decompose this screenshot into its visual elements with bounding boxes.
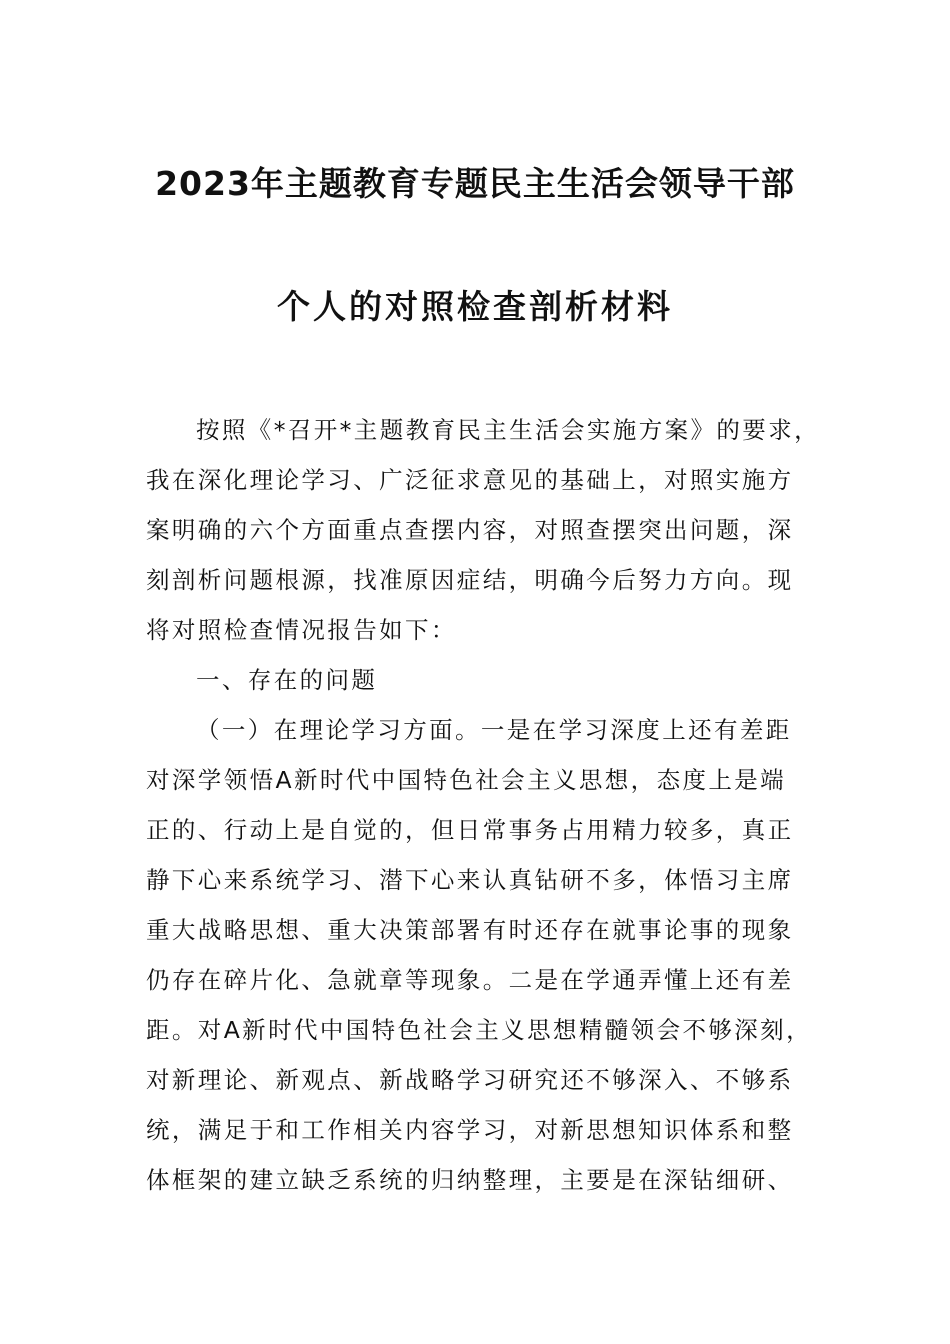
- body-paragraph-line: 对新理论、新观点、新战略学习研究还不够深入、不够系: [146, 1066, 794, 1094]
- body-paragraph-line: 统，满足于和工作相关内容学习，对新思想知识体系和整: [146, 1116, 794, 1144]
- body-paragraph-line: 我在深化理论学习、广泛征求意见的基础上，对照实施方: [146, 466, 794, 494]
- document-title-line-1: 2023年主题教育专题民主生活会领导干部: [155, 164, 795, 203]
- document-title-line-2: 个人的对照检查剖析材料: [277, 287, 673, 326]
- body-paragraph-line: 按照《*召开*主题教育民主生活会实施方案》的要求，: [196, 416, 820, 444]
- body-paragraph-line: 刻剖析问题根源，找准原因症结，明确今后努力方向。现: [146, 566, 794, 594]
- body-paragraph-line: 将对照检查情况报告如下：: [146, 616, 457, 644]
- body-paragraph-line: 体框架的建立缺乏系统的归纳整理，主要是在深钻细研、: [146, 1166, 794, 1194]
- section-heading: 一、存在的问题: [196, 666, 378, 694]
- body-paragraph-line: 仍存在碎片化、急就章等现象。二是在学通弄懂上还有差: [146, 966, 794, 994]
- body-paragraph-line: 距。对A新时代中国特色社会主义思想精髓领会不够深刻，: [146, 1016, 812, 1044]
- body-paragraph-line: 对深学领悟A新时代中国特色社会主义思想，态度上是端: [146, 766, 787, 794]
- body-paragraph-line: 正的、行动上是自觉的，但日常事务占用精力较多，真正: [146, 816, 794, 844]
- body-paragraph-line: （一）在理论学习方面。一是在学习深度上还有差距: [196, 716, 792, 744]
- body-paragraph-line: 重大战略思想、重大决策部署有时还存在就事论事的现象: [146, 916, 794, 944]
- body-paragraph-line: 静下心来系统学习、潜下心来认真钻研不多，体悟习主席: [146, 866, 794, 894]
- body-paragraph-line: 案明确的六个方面重点查摆内容，对照查摆突出问题，深: [146, 516, 794, 544]
